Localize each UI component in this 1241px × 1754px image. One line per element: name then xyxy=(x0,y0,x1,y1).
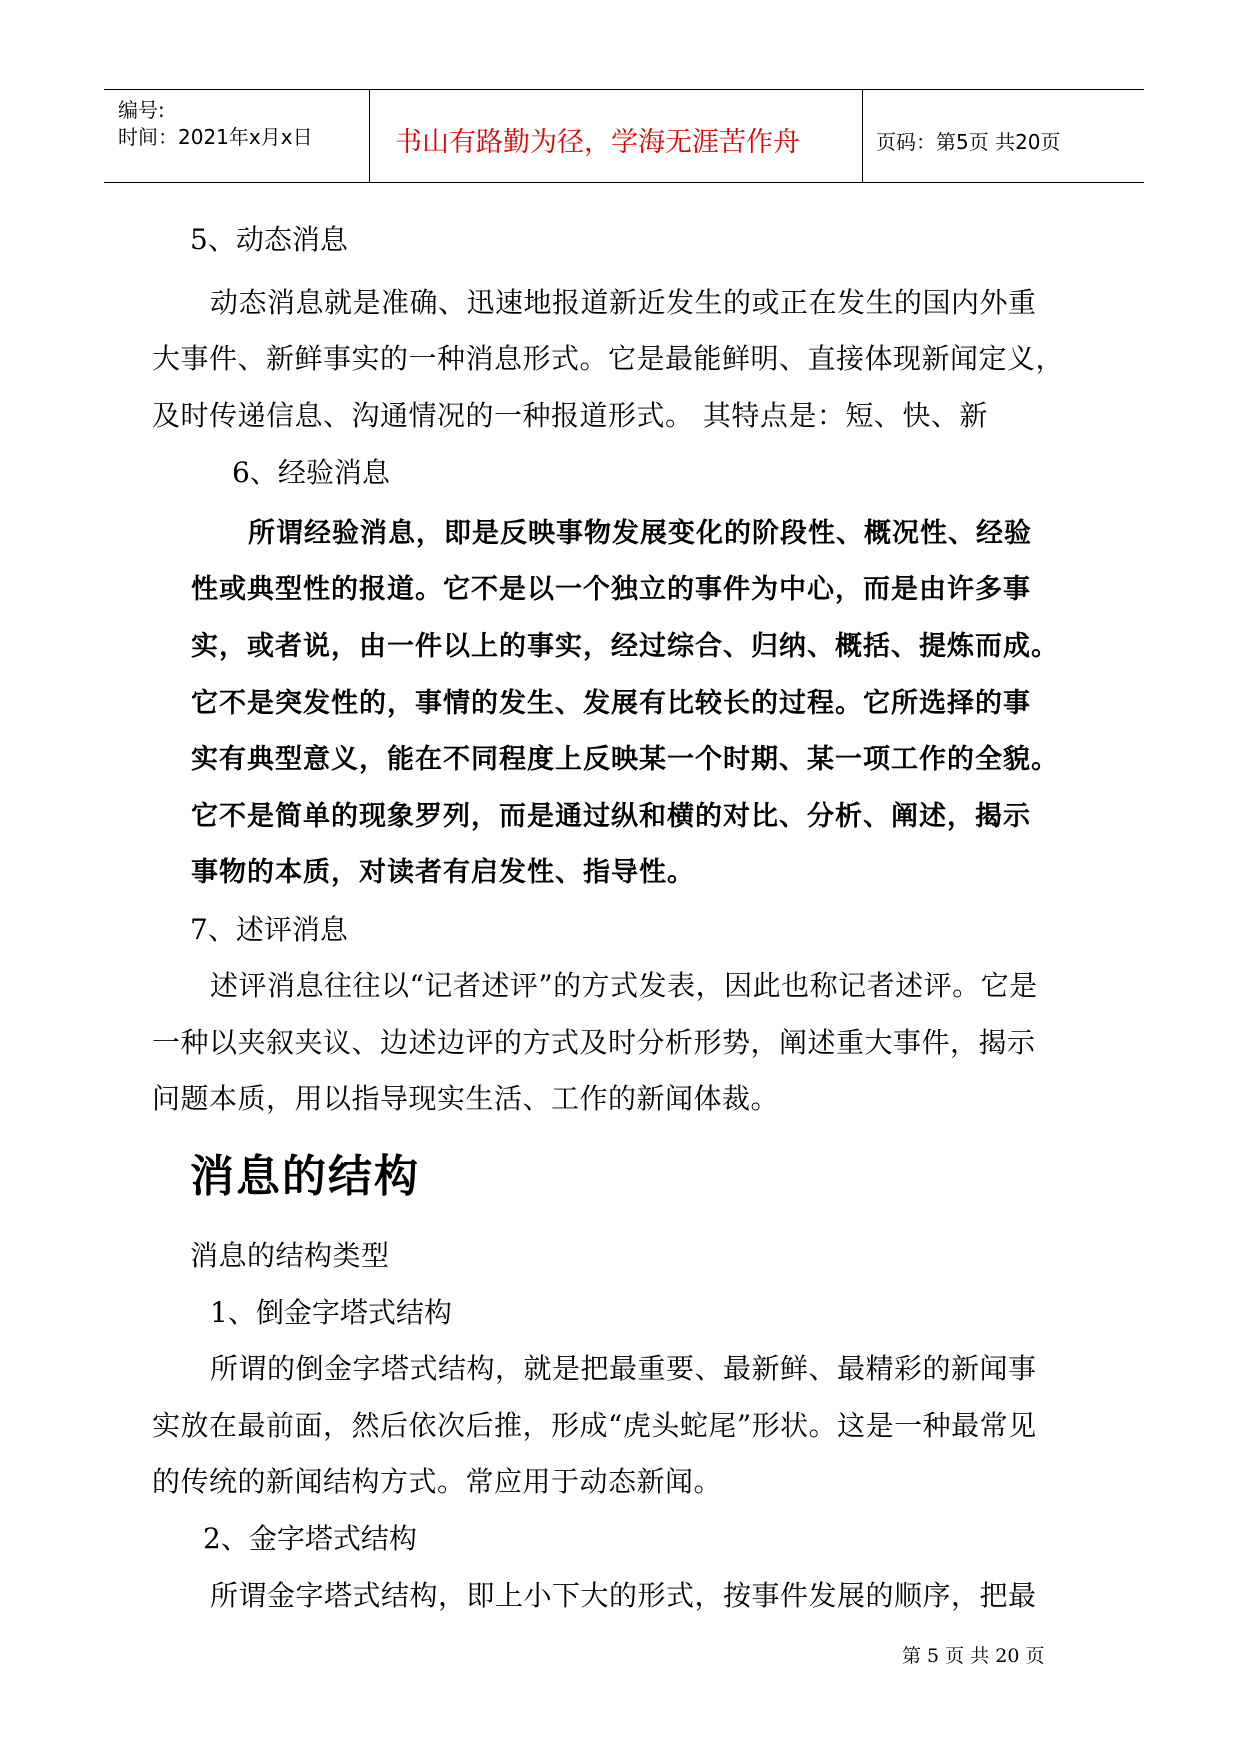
subheading-structure-types: 消息的结构类型 xyxy=(190,1239,390,1272)
paragraph-line: 大事件、新鲜事实的一种消息形式。它是最能鲜明、直接体现新闻定义， xyxy=(152,342,1065,375)
paragraph-line: 所谓经验消息，即是反映事物发展变化的阶段性、概况性、经验 xyxy=(248,518,1032,549)
header-page-info: 页码：第5页 共20页 xyxy=(876,130,1061,154)
paragraph-line: 实有典型意义，能在不同程度上反映某一个时期、某一项工作的全貌。 xyxy=(191,744,1059,775)
footer-page-number: 第 5 页 共 20 页 xyxy=(902,1645,1045,1667)
paragraph-line: 所谓的倒金字塔式结构，就是把最重要、最新鲜、最精彩的新闻事 xyxy=(210,1352,1037,1385)
paragraph-line: 所谓金字塔式结构，即上小下大的形式，按事件发展的顺序，把最 xyxy=(210,1579,1037,1612)
header-divider-right xyxy=(862,89,863,183)
header-divider-left xyxy=(369,89,370,183)
paragraph-line: 动态消息就是准确、迅速地报道新近发生的或正在发生的国内外重 xyxy=(210,286,1037,319)
section-title-pyramid: 2、金字塔式结构 xyxy=(203,1522,417,1555)
header-bottom-border xyxy=(104,182,1144,183)
paragraph-line: 及时传递信息、沟通情况的一种报道形式。 其特点是：短、快、新 xyxy=(152,399,988,432)
paragraph-line: 问题本质，用以指导现实生活、工作的新闻体裁。 xyxy=(152,1082,780,1115)
section-title-dynamic-news: 5、动态消息 xyxy=(190,223,348,256)
paragraph-line: 事物的本质，对读者有启发性、指导性。 xyxy=(191,857,695,888)
paragraph-line: 它不是简单的现象罗列，而是通过纵和横的对比、分析、阐述，揭示 xyxy=(191,801,1031,832)
paragraph-line: 实，或者说，由一件以上的事实，经过综合、归纳、概括、提炼而成。 xyxy=(191,631,1059,662)
header-motto: 书山有路勤为径，学海无涯苦作舟 xyxy=(395,127,800,158)
paragraph-line: 实放在最前面，然后依次后推，形成“虎头蛇尾”形状。这是一种最常见 xyxy=(152,1409,1037,1442)
paragraph-line: 述评消息往往以“记者述评”的方式发表，因此也称记者述评。它是 xyxy=(210,969,1038,1002)
section-title-experience-news: 6、经验消息 xyxy=(232,456,390,489)
paragraph-line: 的传统的新闻结构方式。常应用于动态新闻。 xyxy=(152,1465,723,1498)
header-top-border xyxy=(104,89,1144,90)
section-heading-news-structure: 消息的结构 xyxy=(190,1151,420,1202)
section-title-inverted-pyramid: 1、倒金字塔式结构 xyxy=(210,1296,452,1329)
paragraph-line: 性或典型性的报道。它不是以一个独立的事件为中心，而是由许多事 xyxy=(191,574,1031,605)
section-title-commentary-news: 7、述评消息 xyxy=(190,913,348,946)
paragraph-line: 它不是突发性的，事情的发生、发展有比较长的过程。它所选择的事 xyxy=(191,688,1031,719)
header-number-label: 编号: xyxy=(118,98,165,122)
header-time-label: 时间：2021年x月x日 xyxy=(118,125,313,149)
paragraph-line: 一种以夹叙夹议、边述边评的方式及时分析形势，阐述重大事件，揭示 xyxy=(152,1026,1036,1059)
